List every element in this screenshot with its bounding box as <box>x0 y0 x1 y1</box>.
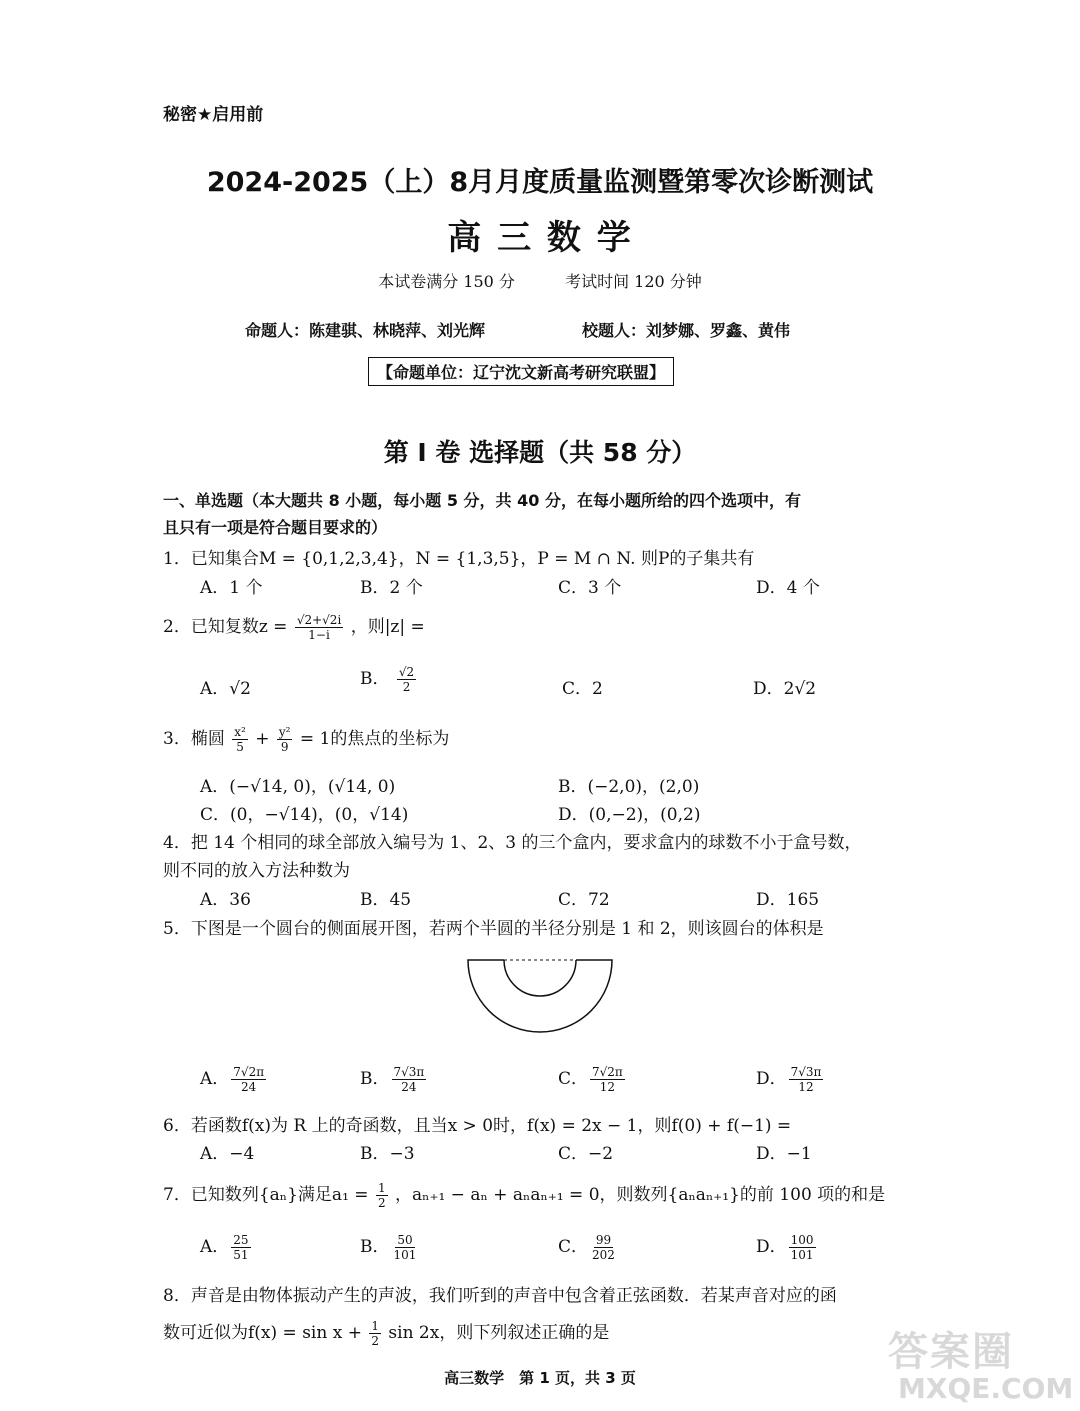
q1-option-a: A．1 个 <box>200 578 263 598</box>
part-title: 第 I 卷 选择题（共 58 分） <box>383 438 697 467</box>
question-3: 3．椭圆 $\frac{\text{x²}}{5}$ + $\frac{\text{y²}}{9}$ = 1的焦点的坐标为 <box>163 725 450 754</box>
exam-info <box>0 269 1080 292</box>
q3-option-c: C．(0，−√14)，(0，√14) <box>200 805 409 825</box>
unit-box: 【命题单位：辽宁沈文新高考研究联盟】 <box>368 357 674 386</box>
authors: 命题人：陈建骐、林晓萍、刘光辉 <box>245 321 486 340</box>
q5-option-c: C． $\frac{7√2\pi}{12}$ <box>558 1065 623 1094</box>
subject-title: 高 三 数 学 <box>447 218 633 258</box>
q3-option-a: A．(−√14, 0)，(√14, 0) <box>200 777 396 797</box>
q3-option-d: D．(0,−2)，(0,2) <box>558 805 701 825</box>
question-6: 6．若函数f(x)为 R 上的奇函数，且当x > 0时，f(x) = 2x − 1，则f(0) + f(−1) = <box>163 1116 792 1136</box>
q4-option-c: C．72 <box>558 890 610 910</box>
score-info: 本试卷满分 150 分 <box>378 272 515 291</box>
q7-option-d: D． $\frac{100}{101}$ <box>756 1233 814 1262</box>
q7-option-b: B． $\frac{50}{101}$ <box>360 1233 417 1262</box>
question-8-line2: 数可近似为f(x) = sin x + $\frac{1}{2}$ sin 2x，则下列叙述正确的是 <box>163 1319 610 1348</box>
frustum-net-figure <box>466 955 614 1035</box>
section-instruction-line2: 且只有一项是符合题目要求的） <box>163 518 388 537</box>
q3-option-b: B．(−2,0)，(2,0) <box>558 777 700 797</box>
q4-option-d: D．165 <box>756 890 820 910</box>
q6-option-c: C．−2 <box>558 1144 614 1164</box>
q5-option-a: A． $\frac{7√2\pi}{24}$ <box>200 1065 265 1094</box>
watermark-logo: 答案圈 <box>888 1329 1014 1375</box>
q7-option-c: C． $\frac{99}{202}$ <box>558 1233 615 1262</box>
q7-option-a: A． $\frac{25}{51}$ <box>200 1233 249 1262</box>
question-5: 5．下图是一个圆台的侧面展开图，若两个半圆的半径分别是 1 和 2，则该圆台的体积是 <box>163 919 824 939</box>
question-7: 7．已知数列{aₙ}满足a₁ = $\frac{1}{2}$ ，aₙ₊₁ − aₙ + aₙaₙ₊₁ = 0，则数列{aₙaₙ₊₁}的前 100 项的和是 <box>163 1181 886 1210</box>
q1-option-c: C．3 个 <box>558 578 622 598</box>
q5-option-b: B． $\frac{7√3\pi}{24}$ <box>360 1065 425 1094</box>
question-2: 2．已知复数z = $\frac{√2+√2i}{1-i}$ ，则|z| = <box>163 613 425 642</box>
q6-option-a: A．−4 <box>200 1144 255 1164</box>
time-info: 考试时间 120 分钟 <box>565 272 702 291</box>
secret-label: 秘密★启用前 <box>163 105 264 125</box>
q2-option-b: B． $\frac{√2}{2}$ <box>360 665 415 694</box>
q2-option-a: A．√2 <box>200 679 251 699</box>
exam-title: 2024-2025（上）8月月度质量监测暨第零次诊断测试 <box>206 167 874 198</box>
watermark-url: MXQE.COM <box>898 1372 1074 1405</box>
q5-option-d: D． $\frac{7√3\pi}{12}$ <box>756 1065 822 1094</box>
q2-option-c: C．2 <box>562 679 603 699</box>
q4-option-b: B．45 <box>360 890 412 910</box>
question-1: 1．已知集合M = {0,1,2,3,4}，N = {1,3,5}，P = M ∩ N. 则P的子集共有 <box>163 549 755 569</box>
question-4-line2: 则不同的放入方法种数为 <box>163 861 350 881</box>
q2-option-d: D．2√2 <box>753 679 817 699</box>
q4-option-a: A．36 <box>200 890 251 910</box>
q6-option-b: B．−3 <box>360 1144 415 1164</box>
reviewers: 校题人：刘梦娜、罗鑫、黄伟 <box>582 321 791 340</box>
question-8-line1: 8．声音是由物体振动产生的声波，我们听到的声音中包含着正弦函数．若某声音对应的函 <box>163 1286 837 1306</box>
q1-option-b: B．2 个 <box>360 578 423 598</box>
q1-option-d: D．4 个 <box>756 578 820 598</box>
question-4-line1: 4．把 14 个相同的球全部放入编号为 1、2、3 的三个盒内，要求盒内的球数不小于盒号数， <box>163 833 862 853</box>
q2-fraction: $\frac{√2+√2i}{1-i}$ <box>296 613 342 642</box>
section-instruction-line1: 一、单选题（本大题共 8 小题，每小题 5 分，共 40 分，在每小题所给的四个选项中，有 <box>163 491 801 510</box>
q6-option-d: D．−1 <box>756 1144 812 1164</box>
page-footer: 高三数学 第 1 页，共 3 页 <box>444 1369 636 1387</box>
